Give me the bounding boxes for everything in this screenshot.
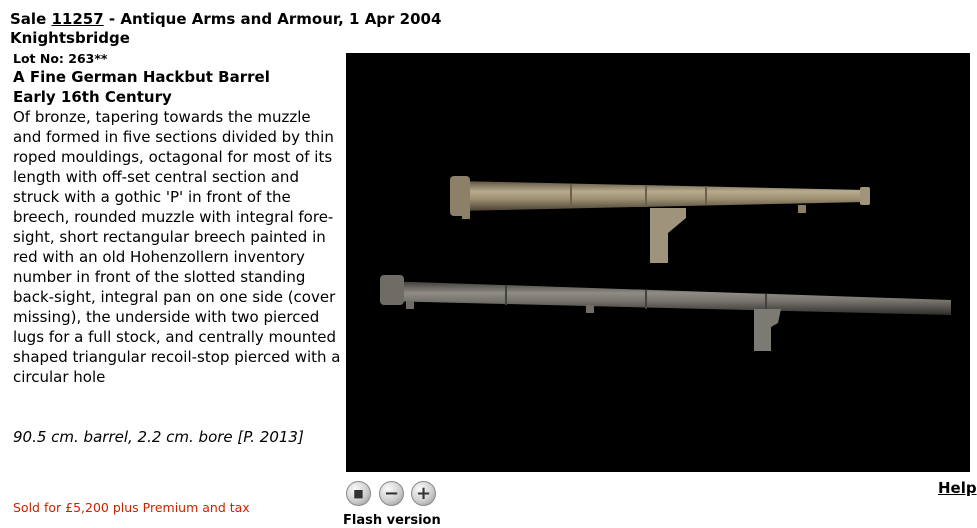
sold-price: Sold for £5,200 plus Premium and tax [13,500,250,515]
reset-zoom-button[interactable] [346,481,371,506]
lot-photo[interactable] [346,53,970,472]
help-link[interactable]: Help [938,479,977,497]
zoom-in-button[interactable] [411,481,436,506]
sale-prefix: Sale [10,10,47,28]
hackbut-barrels-image [346,53,970,472]
lot-dimensions: 90.5 cm. barrel, 2.2 cm. bore [P. 2013] [13,428,304,446]
sale-heading [10,10,441,28]
square-dot-icon: ■ [353,487,364,500]
sale-title: - Antique Arms and Armour, 1 Apr 2004 [103,10,442,28]
lot-title-line1: A Fine German Hackbut Barrel [13,68,270,86]
lot-number: Lot No: 263** [13,51,108,66]
lot-title-line2: Early 16th Century [13,88,172,106]
minus-icon: − [383,482,400,504]
flash-version-link[interactable]: Flash version [343,513,441,528]
zoom-out-button[interactable] [379,481,404,506]
sale-number-link[interactable]: 11257 [51,10,104,28]
lot-title [13,67,343,107]
plus-icon: + [415,482,432,504]
sale-location: Knightsbridge [10,29,130,47]
lot-description: Of bronze, tapering towards the muzzle and formed in five sections divided by thin roped mouldings, octagonal for most of its length with off-set central section and struck with a gothic 'P' in front of the breech, rounded muzzle with integral fore-sight, short rectangular breech painted in red with an old Hohenzollern inventory number in front of the slotted standing back-sight, integral pan on one side (cover missing), the underside with two pierced lugs for a full stock, and centrally mounted shaped triangular recoil-stop pierced with a circular hole [13,108,341,386]
